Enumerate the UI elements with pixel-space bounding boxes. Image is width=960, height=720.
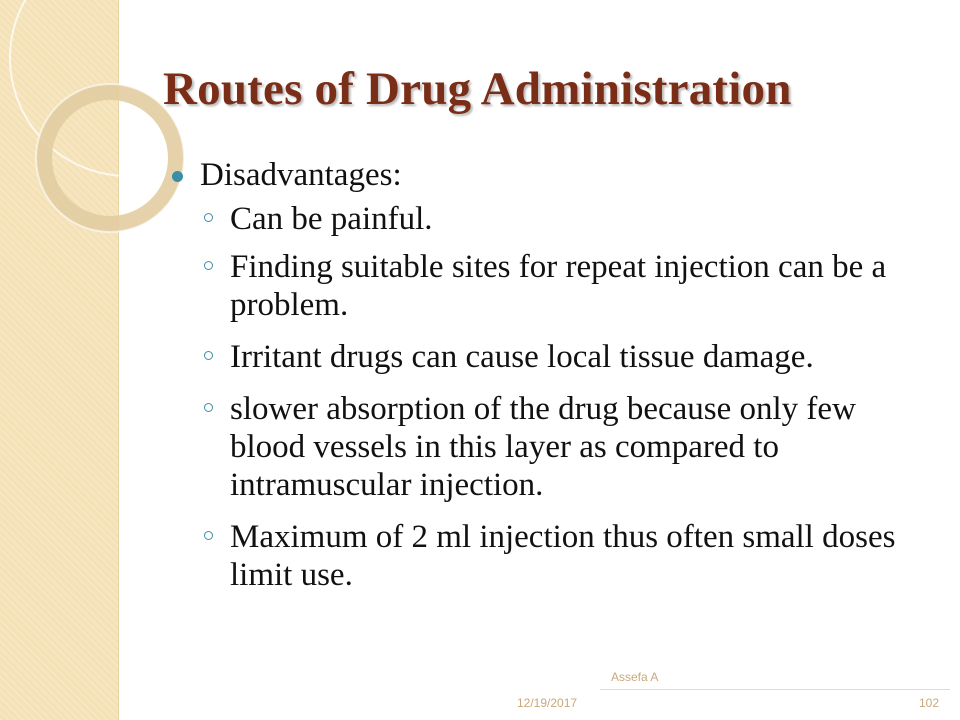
sub-bullet-item [170, 338, 930, 376]
sub-bullet-item [170, 518, 930, 594]
sub-bullet-text: slower absorption of the drug because only few blood vessels in this layer as compared to intramuscular injection. [230, 391, 856, 503]
decorative-left-band [0, 0, 119, 720]
hollow-circle-icon [204, 403, 213, 412]
footer-divider [600, 689, 950, 690]
hollow-circle-icon [204, 531, 213, 540]
hollow-circle-icon [204, 213, 213, 222]
sub-bullet-item [170, 390, 930, 504]
bullet-dot-icon [172, 171, 183, 182]
bullet-item [170, 156, 930, 194]
sub-bullet-text: Irritant drugs can cause local tissue damage. [230, 339, 814, 375]
slide-content [170, 150, 930, 608]
sub-bullet-text: Can be painful. [230, 201, 433, 237]
sub-bullet-text: Finding suitable sites for repeat injection can be a problem. [230, 249, 887, 323]
slide-title: Routes of Drug Administration [163, 63, 792, 115]
sub-bullet-item [170, 248, 930, 324]
footer-date: 12/19/2017 [517, 696, 578, 710]
hollow-circle-icon [204, 261, 213, 270]
hollow-circle-icon [204, 351, 213, 360]
footer-author: Assefa A [611, 670, 659, 684]
sub-bullet-item [170, 200, 930, 238]
sub-bullet-list [170, 200, 930, 594]
sub-bullet-text: Maximum of 2 ml injection thus often small doses limit use. [230, 519, 896, 593]
footer-page-number: 102 [919, 696, 940, 710]
bullet-text: Disadvantages: [200, 157, 402, 193]
